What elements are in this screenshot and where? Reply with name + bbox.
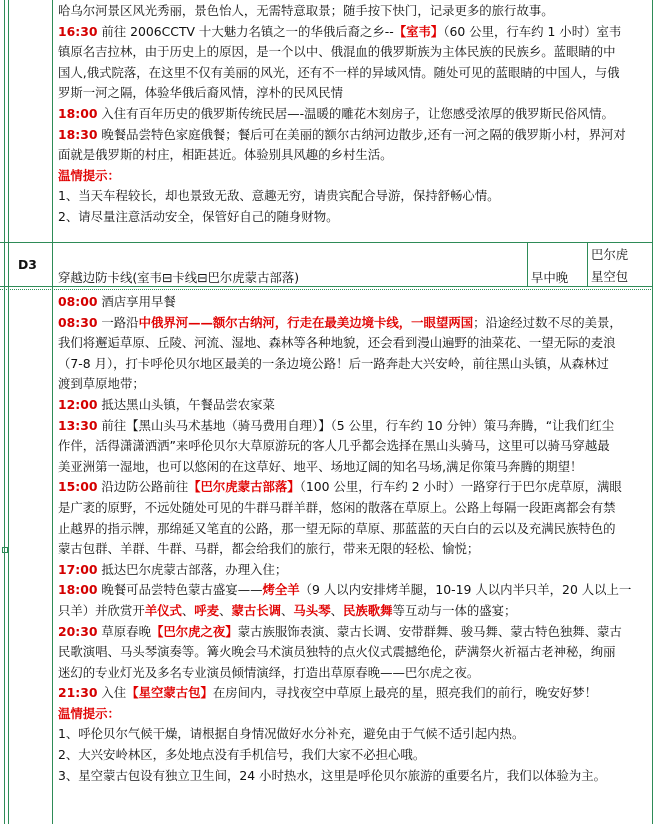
itinerary-text: 晚餐品尝特色家庭俄餐；餐后可在美丽的额尔古纳河边散步,还有一河之隔的俄罗斯小村，界河对 bbox=[97, 126, 626, 142]
day2-line bbox=[58, 186, 652, 207]
itinerary-text: 沿边防公路前往 bbox=[97, 479, 189, 495]
day3-line bbox=[58, 642, 652, 663]
day3-line bbox=[58, 333, 652, 354]
itinerary-text: 美亚洲第一湿地，也可以悠闲的在这草好、地平、场地辽阔的知名马场,满足你策马奔腾的期望！ bbox=[58, 458, 583, 474]
itinerary-text: 镇原名吉拉林，由于历史上的原因，是一个以中、俄混血的俄罗斯族为主体民族的民族乡。蓝眼睛的中 bbox=[58, 44, 616, 60]
itinerary-text: 1、呼伦贝尔气候干燥，请根据自身情况做好水分补充，避免由于气候不适引起内热。 bbox=[58, 726, 525, 742]
day3-line bbox=[58, 580, 652, 601]
day2-line bbox=[58, 104, 652, 125]
table-border-left-inner bbox=[8, 0, 9, 824]
meals-included: 早中晚 bbox=[531, 270, 569, 285]
day3-line bbox=[58, 683, 652, 704]
day3-line bbox=[58, 395, 652, 416]
itinerary-text: （7-8 月），打卡呼伦贝尔地区最美的一条边境公路！后一路奔赴大兴安岭，前往黑山头镇，从森林过 bbox=[58, 355, 609, 371]
itinerary-text: 等互动与一体的盛宴； bbox=[392, 602, 517, 618]
day3-line bbox=[58, 498, 652, 519]
table-border-left bbox=[4, 0, 5, 824]
row-divider-day3-top bbox=[0, 242, 653, 243]
itinerary-text: 渡到草原地带； bbox=[58, 376, 145, 392]
itinerary-text: 前往 2006CCTV 十大魅力名镇之一的华俄后裔之乡-- bbox=[97, 23, 394, 39]
itinerary-text: 是广袤的原野，不远处随处可见的牛群马群羊群，悠闲的散落在草原上。公路上每隔一段距离都会有禁 bbox=[58, 499, 616, 515]
itinerary-text: 、 bbox=[281, 602, 294, 618]
row-divider-dotted bbox=[0, 289, 653, 290]
itinerary-text: 、 bbox=[181, 602, 195, 618]
itinerary-text: 面就是俄罗斯的村庄，相距甚近。体验别具风趣的乡村生活。 bbox=[58, 147, 393, 163]
time-label: 08:30 bbox=[58, 314, 98, 330]
table-column-divider bbox=[52, 0, 53, 824]
itinerary-text: 蒙古包群、羊群、牛群、马群，都会给我们的旅行，带来无限的轻松、愉悦； bbox=[58, 541, 480, 557]
highlight-text: 【室韦】 bbox=[393, 23, 444, 39]
day2-line bbox=[58, 42, 652, 63]
itinerary-text: 前往【黑山头马术基地（骑马费用自理）】（5 公里，行车约 10 分钟）策马奔腾，“让我们红尘 bbox=[97, 417, 615, 433]
highlight-text: 【巴尔虎蒙古部落】 bbox=[188, 479, 300, 495]
day2-line bbox=[58, 83, 652, 104]
itinerary-text: 哈乌尔河景区风光秀丽，景色怡人，无需特意取景；随手按下快门，记录更多的旅行故事。 bbox=[58, 3, 554, 18]
itinerary-text: （9 人以内安排烤羊腿，10-19 人以内半只羊，20 人以上一 bbox=[299, 582, 632, 598]
highlight-text: 温情提示： bbox=[58, 167, 120, 183]
itinerary-text: 作伴，活得潇潇洒洒”来呼伦贝尔大草原游玩的客人几乎都会选择在黑山头骑马，这里可以骑马穿越最 bbox=[58, 438, 610, 454]
day3-line bbox=[58, 539, 652, 560]
day3-line bbox=[58, 724, 652, 745]
day3-line bbox=[58, 519, 652, 540]
highlight-text: 温情提示： bbox=[58, 705, 120, 721]
itinerary-text: 酒店享用早餐 bbox=[97, 294, 176, 309]
itinerary-text: 迷幻的专业灯光及多名专业演员倾情演绎，打造出草原春晚——巴尔虎之夜。 bbox=[58, 664, 480, 680]
day-label: D3 bbox=[18, 257, 37, 272]
itinerary-text: 入住有百年历史的俄罗斯传统民居—-温暖的雕花木刻房子，让您感受浓厚的俄罗斯民俗风情。 bbox=[97, 105, 614, 121]
day2-itinerary-text bbox=[58, 1, 652, 228]
itinerary-text: 2、大兴安岭林区，多处地点没有手机信号，我们大家不必担心哦。 bbox=[58, 747, 426, 763]
day3-line bbox=[58, 313, 652, 334]
day3-line bbox=[58, 457, 652, 478]
day3-line bbox=[58, 560, 652, 581]
time-label: 18:00 bbox=[58, 582, 98, 598]
day2-line bbox=[58, 166, 652, 187]
day3-line bbox=[58, 416, 652, 437]
hotel-name bbox=[591, 244, 657, 288]
day3-line bbox=[58, 622, 652, 643]
time-label: 21:30 bbox=[58, 685, 98, 701]
time-label: 16:30 bbox=[58, 23, 98, 39]
highlight-text: 民族歌舞 bbox=[342, 602, 393, 618]
time-label: 18:00 bbox=[58, 105, 98, 121]
hotel-name-line2: 星空包 bbox=[591, 269, 629, 284]
time-label: 20:30 bbox=[58, 623, 98, 639]
day2-line bbox=[58, 63, 652, 84]
itinerary-text: 只羊）并欣赏开 bbox=[58, 602, 145, 618]
day2-line bbox=[58, 1, 652, 22]
itinerary-text: 蒙古族服饰表演、蒙古长调、安带群舞、骏马舞、蒙古特色独舞、蒙古 bbox=[237, 623, 622, 639]
highlight-text: 蒙古长调 bbox=[231, 602, 282, 618]
highlight-text: 烤全羊 bbox=[262, 582, 300, 598]
highlight-text: 【星空蒙古包】 bbox=[126, 685, 213, 701]
row-marker bbox=[2, 547, 8, 553]
highlight-text: 羊仪式 bbox=[144, 602, 182, 618]
time-label: 15:00 bbox=[58, 479, 98, 495]
highlight-text: 中俄界河——额尔古纳河，行走在最美边境卡线，一眼望两国 bbox=[138, 314, 474, 330]
itinerary-text: 国人,俄式院落，在这里不仅有美丽的风光，还有不一样的异域风情。随处可见的蓝眼睛的中国人，与俄 bbox=[58, 64, 620, 80]
day2-line bbox=[58, 125, 652, 146]
itinerary-text: 、 bbox=[330, 602, 343, 618]
itinerary-text: 2、请尽量注意活动安全，保管好自己的随身财物。 bbox=[58, 208, 339, 224]
itinerary-text: 民歌演唱、马头琴演奏等。篝火晚会马术演员独特的点火仪式震撼绝伦，萨满祭火祈福古老神秘，绚丽 bbox=[58, 644, 616, 660]
day-route-title: 穿越边防卡线(室韦⊟卡线⊟巴尔虎蒙古部落) bbox=[58, 270, 300, 285]
itinerary-text: 一路沿 bbox=[97, 314, 139, 330]
meal-column-divider bbox=[527, 242, 528, 286]
itinerary-text: 抵达巴尔虎蒙古部落，办理入住； bbox=[97, 561, 288, 577]
day3-line bbox=[58, 704, 652, 725]
itinerary-text: 入住 bbox=[97, 685, 127, 701]
time-label: 13:30 bbox=[58, 417, 98, 433]
time-label: 17:00 bbox=[58, 561, 98, 577]
day3-line bbox=[58, 477, 652, 498]
day2-line bbox=[58, 207, 652, 228]
highlight-text: 呼麦 bbox=[194, 602, 220, 618]
itinerary-text: 抵达黑山头镇，午餐品尝农家菜 bbox=[97, 396, 275, 412]
time-label: 18:30 bbox=[58, 126, 98, 142]
itinerary-text: 止越界的指示牌，那绵延又笔直的公路，那一望无际的草原、那蓝蓝的天白白的云以及充满民族特色的 bbox=[58, 520, 616, 536]
time-label: 12:00 bbox=[58, 396, 98, 412]
itinerary-text: ；沿途经过数不尽的美景， bbox=[473, 314, 622, 330]
highlight-text: 马头琴 bbox=[293, 602, 331, 618]
hotel-name-line1: 巴尔虎 bbox=[591, 247, 629, 262]
itinerary-text: 我们将邂逅草原、丘陵、河流、湿地、森林等各种地貌，还会看到漫山遍野的油菜花、一望无际的麦浪 bbox=[58, 335, 616, 351]
hotel-column-divider bbox=[587, 242, 588, 286]
day3-line bbox=[58, 436, 652, 457]
day3-line bbox=[58, 292, 652, 313]
itinerary-text: 3、星空蒙古包设有独立卫生间，24 小时热水，这里是呼伦贝尔旅游的重要名片，我们以体验为主。 bbox=[58, 767, 606, 783]
table-border-right bbox=[652, 0, 653, 824]
itinerary-text: 罗斯一河之隔，体验华俄后裔风情，淳朴的民风民情 bbox=[58, 85, 343, 101]
itinerary-text: 草原春晚 bbox=[97, 623, 151, 639]
itinerary-text: 在房间内，寻找夜空中草原上最亮的星，照亮我们的前行，晚安好梦！ bbox=[212, 685, 598, 701]
highlight-text: 【巴尔虎之夜】 bbox=[150, 623, 238, 639]
day2-line bbox=[58, 22, 652, 43]
itinerary-text: 晚餐可品尝特色蒙古盛宴—— bbox=[97, 582, 263, 598]
day3-itinerary-text bbox=[58, 292, 652, 786]
itinerary-text: （60 公里，行车约 1 小时）室韦 bbox=[443, 23, 622, 39]
itinerary-text: 1、当天车程较长，却也景致无敌、意趣无穷，请贵宾配合导游，保持舒畅心情。 bbox=[58, 188, 500, 204]
day3-line bbox=[58, 766, 652, 787]
row-divider-day3-bottom bbox=[0, 286, 653, 287]
day3-line bbox=[58, 745, 652, 766]
day2-line bbox=[58, 145, 652, 166]
day3-line bbox=[58, 663, 652, 684]
time-label: 08:00 bbox=[58, 294, 98, 309]
day3-line bbox=[58, 374, 652, 395]
day3-line bbox=[58, 354, 652, 375]
itinerary-text: 、 bbox=[219, 602, 232, 618]
day3-line bbox=[58, 601, 652, 622]
itinerary-text: （100 公里，行车约 2 小时）一路穿行于巴尔虎草原，满眼 bbox=[299, 479, 622, 495]
